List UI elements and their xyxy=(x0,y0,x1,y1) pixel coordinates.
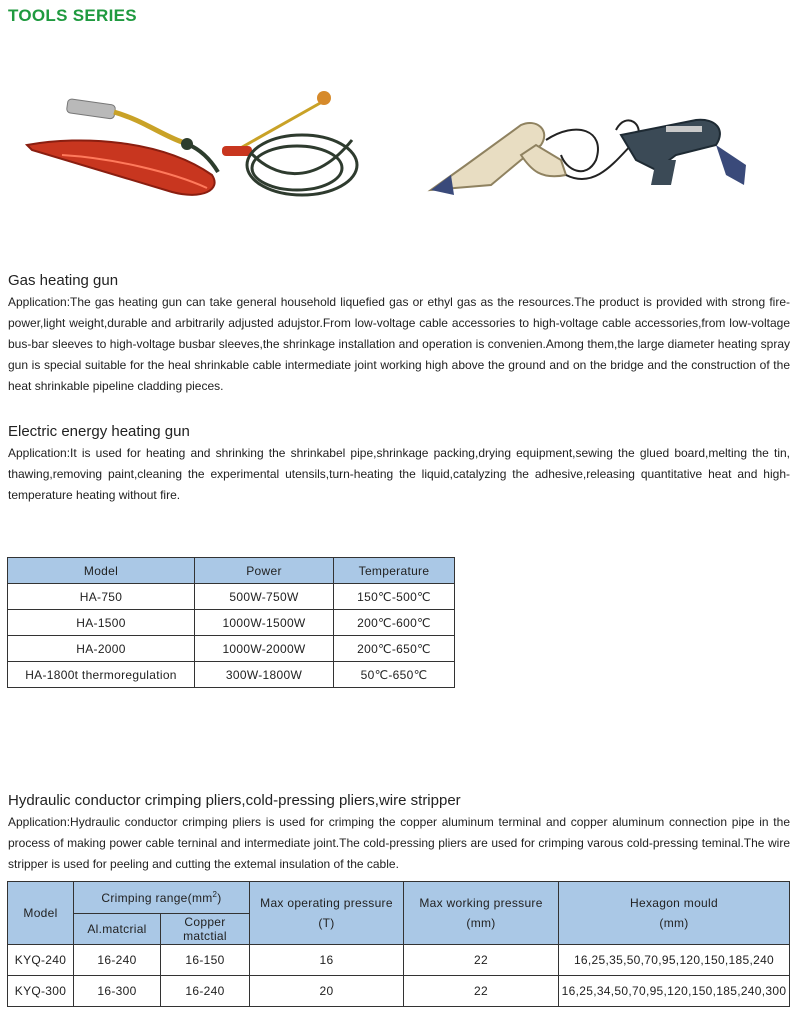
electric-heating-gun-title: Electric energy heating gun xyxy=(8,423,190,440)
page-title: TOOLS SERIES xyxy=(8,6,137,25)
cell-cu-range: 16-150 xyxy=(161,945,250,976)
cell-temperature: 200℃-600℃ xyxy=(334,610,455,636)
cell-model: HA-1500 xyxy=(8,610,195,636)
table-row xyxy=(8,976,790,1007)
cell-al-range: 16-300 xyxy=(74,976,161,1007)
header-al-material: Al.matcrial xyxy=(74,913,161,945)
cell-power: 300W-1800W xyxy=(195,662,334,688)
header-temperature: Temperature xyxy=(334,558,455,584)
electric-heating-gun-image xyxy=(426,100,756,200)
electric-heating-gun-description: Application:It is used for heating and shrinking the shrinkabel pipe,shrinkage packing,drying equipment,sewing the glued board,melting the tin, thawing,removing paint,cleaning the experimental utensils,turn-heating the liquid,catalyzing the adhesive,releasing quantitative heat and high-temperature heating without fire. xyxy=(8,446,790,502)
cell-max-working: 22 xyxy=(404,945,559,976)
table-header-row xyxy=(8,558,455,584)
gas-heating-gun-title: Gas heating gun xyxy=(8,272,119,289)
crimping-pliers-spec-table xyxy=(7,881,790,1007)
cell-temperature: 50℃-650℃ xyxy=(334,662,455,688)
crimping-pliers-title: Hydraulic conductor crimping pliers,cold-pressing pliers,wire stripper xyxy=(8,792,461,809)
cell-max-working: 22 xyxy=(404,976,559,1007)
table-header-row xyxy=(8,882,790,914)
cell-temperature: 200℃-650℃ xyxy=(334,636,455,662)
table-row xyxy=(8,662,455,688)
table-row xyxy=(8,636,455,662)
table-row xyxy=(8,945,790,976)
header-max-working-pressure: Max working pressure (mm) xyxy=(404,882,559,945)
cell-power: 1000W-1500W xyxy=(195,610,334,636)
header-max-operating-pressure: Max operating pressure (T) xyxy=(250,882,404,945)
gas-heating-gun-description: Application:The gas heating gun can take general household liquefied gas or ethyl gas as the resources.The product is provided with strong fire-power,light weight,durable and arbitrarily adjusted adujstor.From low-voltage cable accessories to high-voltage cable accessories,from low-voltage bus-bar sleeves to high-voltage busbar sleeves,the shrinkage installation and operation is convenien.Among them,the large diameter heating spray gun is special suitable for the heal shrinkable cable intermediate joint working high above the ground and on the bridge and the construction of the heat shrinkable pipeline cladding pieces. xyxy=(8,295,790,393)
cell-max-operating: 20 xyxy=(250,976,404,1007)
cell-model: KYQ-300 xyxy=(8,976,74,1007)
cell-model: HA-1800t thermoregulation xyxy=(8,662,195,688)
header-crimping-range: Crimping $range(mm^2)$ xyxy=(74,882,250,914)
cell-al-range: 16-240 xyxy=(74,945,161,976)
cell-model: HA-2000 xyxy=(8,636,195,662)
cell-model: KYQ-240 xyxy=(8,945,74,976)
cell-power: 1000W-2000W xyxy=(195,636,334,662)
cell-power: 500W-750W xyxy=(195,584,334,610)
table-row xyxy=(8,584,455,610)
cell-cu-range: 16-240 xyxy=(161,976,250,1007)
header-copper-material: Copper matctial xyxy=(161,913,250,945)
gas-heating-gun-image xyxy=(22,80,362,210)
cell-model: HA-750 xyxy=(8,584,195,610)
header-model: Model xyxy=(8,558,195,584)
cell-hexagon-mould: 16,25,34,50,70,95,120,150,185,240,300 xyxy=(559,976,790,1007)
crimping-pliers-description: Application:Hydraulic conductor crimping pliers is used for crimping the copper aluminum terminal and copper aluminum connection pipe in the process of making power cable terninal and intermediate joint.The cold-pressing pliers are used for crimping varous cold-pressing teminal.The wire stripper is used for peeling and cutting the extemal insulation of the cable. xyxy=(8,815,790,871)
cell-max-operating: 16 xyxy=(250,945,404,976)
cell-temperature: 150℃-500℃ xyxy=(334,584,455,610)
header-hexagon-mould: Hexagon mould (mm) xyxy=(559,882,790,945)
header-model: Model xyxy=(8,882,74,945)
heating-gun-spec-table xyxy=(7,557,455,688)
cell-hexagon-mould: 16,25,35,50,70,95,120,150,185,240 xyxy=(559,945,790,976)
table-row xyxy=(8,610,455,636)
header-power: Power xyxy=(195,558,334,584)
